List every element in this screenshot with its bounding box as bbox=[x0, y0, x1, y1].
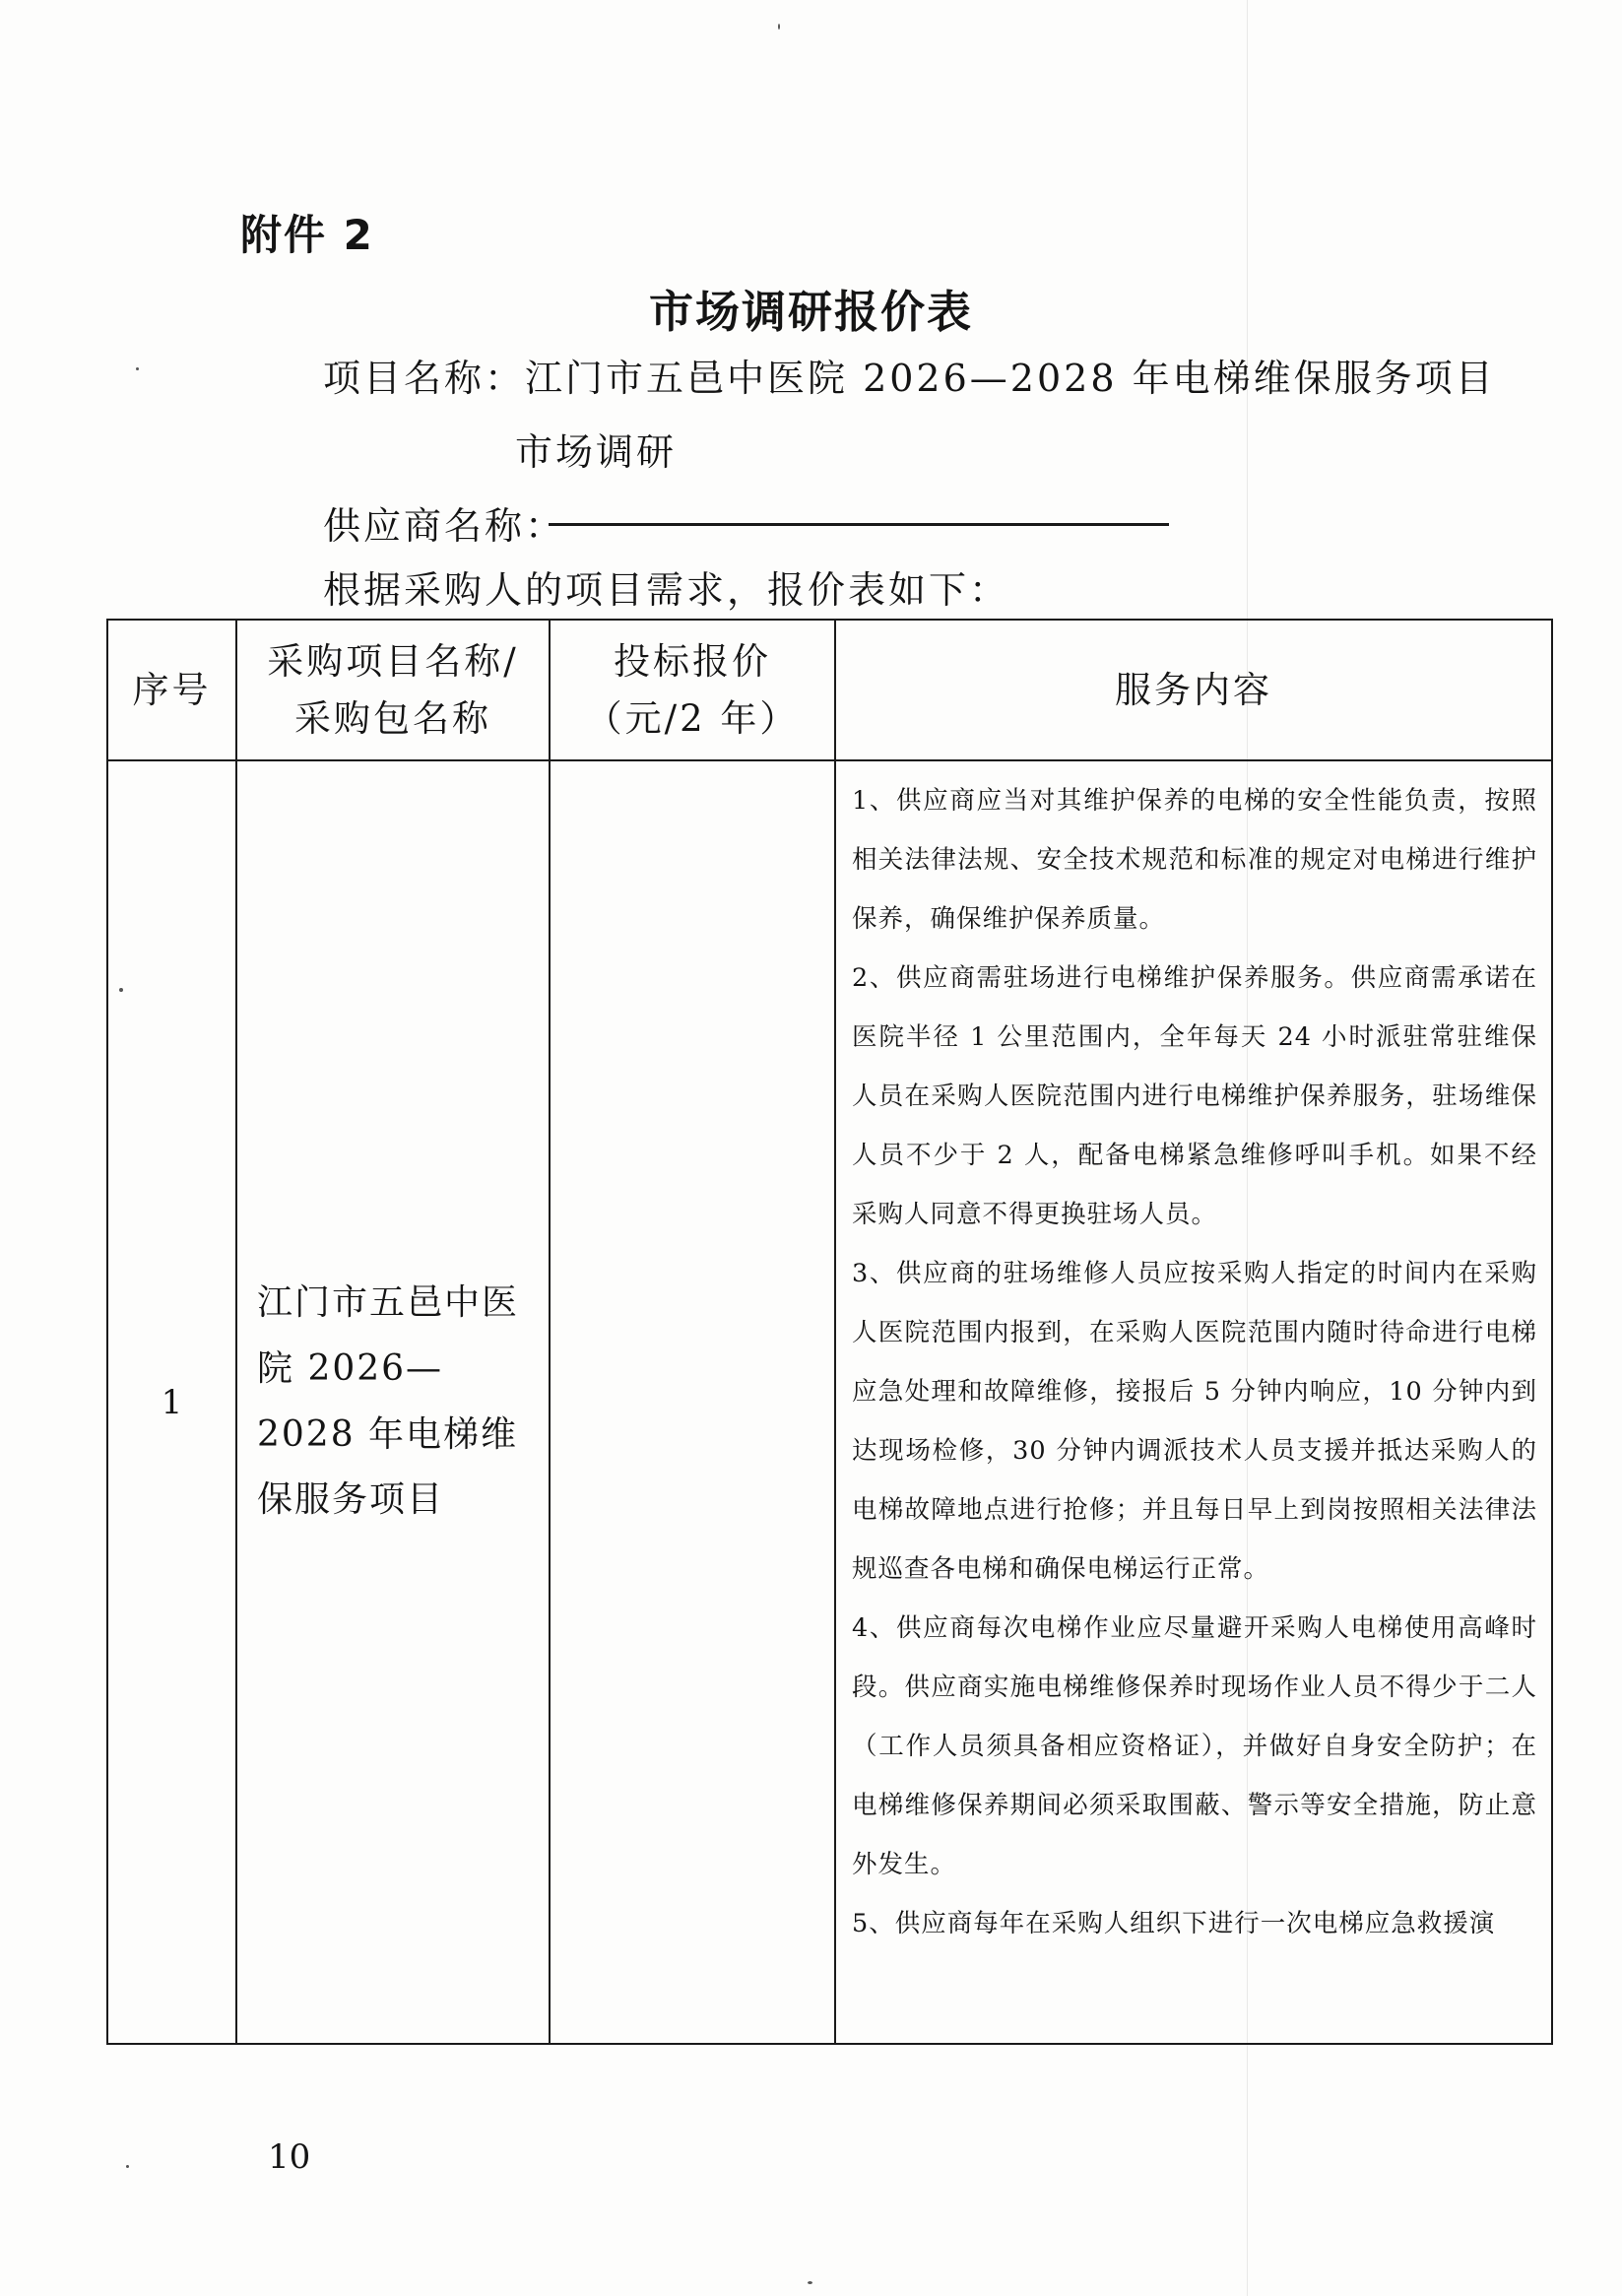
scan-speck bbox=[126, 2165, 129, 2168]
header-item-name-line1: 采购项目名称/ bbox=[267, 640, 519, 684]
header-bid-line2: （元/2 年） bbox=[585, 696, 800, 740]
scan-speck bbox=[778, 24, 780, 30]
scan-speck bbox=[119, 988, 123, 992]
service-clause-5: 5、供应商每年在采购人组织下进行一次电梯应急救援演 bbox=[852, 1909, 1496, 1938]
page-number: 10 bbox=[268, 2137, 311, 2177]
scan-speck bbox=[808, 2281, 812, 2284]
row-item-name: 江门市五邑中医院 2026—2028 年电梯维保服务项目 bbox=[236, 760, 550, 2044]
row-bid-cell[interactable] bbox=[550, 760, 835, 2044]
header-service: 服务内容 bbox=[835, 620, 1552, 760]
header-item-name-line2: 采购包名称 bbox=[294, 696, 491, 740]
table-row bbox=[107, 760, 1552, 2044]
table-header-row bbox=[107, 620, 1552, 760]
service-clause-2: 2、供应商需驻场进行电梯维护保养服务。供应商需承诺在医院半径 1 公里范围内，全年每天 24 小时派驻常驻维保人员在采购人医院范围内进行电梯维护保养服务，驻场维保人员不少于 2 人，配备电梯紧急维修呼叫手机。如果不经采购人同意不得更换驻场人员。 bbox=[852, 963, 1537, 1229]
service-clause-3: 3、供应商的驻场维修人员应按采购人指定的时间内在采购人医院范围内报到，在采购人医院范围内随时待命进行电梯应急处理和故障维修，接报后 5 分钟内响应，10 分钟内到达现场检修，30 分钟内调派技术人员支援并抵达采购人的电梯故障地点进行抢修；并且每日早上到岗按照相关法律法规巡查各电梯和确保电梯运行正常。 bbox=[852, 1259, 1537, 1584]
document-title: 市场调研报价表 bbox=[648, 286, 973, 338]
project-name-continuation: 市场调研 bbox=[515, 430, 678, 474]
header-bid bbox=[550, 620, 835, 760]
quote-table bbox=[106, 619, 1553, 2045]
scan-speck bbox=[136, 367, 139, 370]
supplier-name-blank[interactable] bbox=[549, 523, 1169, 526]
header-item-name bbox=[236, 620, 550, 760]
service-clause-1: 1、供应商应当对其维护保养的电梯的安全性能负责，按照相关法律法规、安全技术规范和标准的规定对电梯进行维护保养，确保维护保养质量。 bbox=[852, 786, 1537, 934]
project-name-line: 项目名称：江门市五邑中医院 2026—2028 年电梯维保服务项目 bbox=[323, 357, 1496, 400]
header-seq: 序号 bbox=[107, 620, 236, 760]
header-bid-line1: 投标报价 bbox=[614, 640, 771, 684]
annex-label: 附件 2 bbox=[240, 211, 374, 259]
row-seq: 1 bbox=[107, 760, 236, 2044]
supplier-name-label: 供应商名称： bbox=[323, 504, 566, 548]
service-clause-4: 4、供应商每次电梯作业应尽量避开采购人电梯使用高峰时段。供应商实施电梯维修保养时现场作业人员不得少于二人（工作人员须具备相应资格证），并做好自身安全防护；在电梯维修保养期间必须采取围蔽、警示等安全措施，防止意外发生。 bbox=[852, 1613, 1537, 1879]
row-service-content bbox=[835, 760, 1552, 2044]
intro-text: 根据采购人的项目需求，报价表如下： bbox=[323, 568, 1010, 612]
